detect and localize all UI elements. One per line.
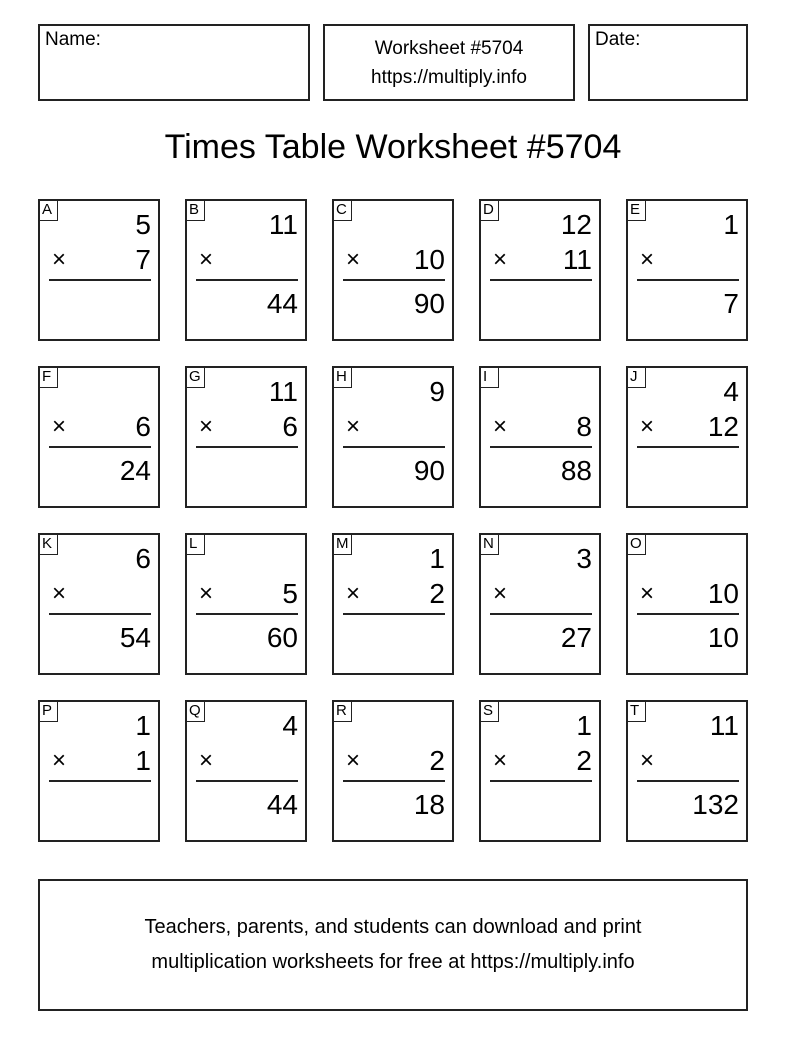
multiply-sign: ×: [199, 413, 214, 440]
answer-rule: [637, 613, 739, 615]
problem-answer: 60: [266, 622, 298, 653]
problem-cell-b[interactable]: [185, 199, 307, 341]
problem-bottom-number: 2: [576, 745, 592, 776]
problem-cell-j[interactable]: [626, 366, 748, 508]
problem-cell-a[interactable]: [38, 199, 160, 341]
problem-letter: L: [187, 535, 205, 555]
multiply-sign: ×: [52, 580, 67, 607]
problem-answer: 54: [119, 622, 151, 653]
problem-top-number: 11: [268, 376, 298, 407]
multiply-sign: ×: [346, 747, 361, 774]
problem-top-number: 11: [709, 710, 739, 741]
problem-bottom-number: 6: [282, 411, 298, 442]
answer-rule: [637, 780, 739, 782]
problem-top-number: 1: [576, 710, 592, 741]
problem-bottom-number: 7: [135, 244, 151, 275]
problem-letter: R: [334, 702, 352, 722]
answer-rule: [343, 613, 445, 615]
problem-letter: F: [40, 368, 58, 388]
multiply-sign: ×: [493, 246, 508, 273]
problem-answer: 90: [413, 288, 445, 319]
answer-rule: [49, 780, 151, 782]
problem-top-number: 4: [282, 710, 298, 741]
problem-bottom-number: 2: [429, 578, 445, 609]
problem-cell-k[interactable]: [38, 533, 160, 675]
multiply-sign: ×: [640, 747, 655, 774]
multiply-sign: ×: [346, 580, 361, 607]
problem-top-number: 4: [723, 376, 739, 407]
problem-cell-c[interactable]: [332, 199, 454, 341]
problem-cell-e[interactable]: [626, 199, 748, 341]
problem-bottom-number: 5: [282, 578, 298, 609]
problem-letter: D: [481, 201, 499, 221]
multiply-sign: ×: [199, 246, 214, 273]
answer-rule: [490, 613, 592, 615]
problem-answer: 88: [560, 455, 592, 486]
problem-letter: C: [334, 201, 352, 221]
problem-top-number: 3: [576, 543, 592, 574]
problem-answer: 24: [119, 455, 151, 486]
problem-answer: 44: [266, 789, 298, 820]
problem-bottom-number: 11: [562, 244, 592, 275]
multiply-sign: ×: [640, 246, 655, 273]
problem-cell-n[interactable]: [479, 533, 601, 675]
answer-rule: [196, 613, 298, 615]
problem-cell-o[interactable]: [626, 533, 748, 675]
problem-top-number: 6: [135, 543, 151, 574]
problem-top-number: 11: [268, 209, 298, 240]
problem-letter: K: [40, 535, 58, 555]
problem-bottom-number: 1: [135, 745, 151, 776]
answer-rule: [343, 780, 445, 782]
problem-letter: J: [628, 368, 646, 388]
problem-answer: 7: [723, 288, 739, 319]
problem-bottom-number: 10: [707, 578, 739, 609]
answer-rule: [49, 279, 151, 281]
problem-letter: N: [481, 535, 499, 555]
multiply-sign: ×: [52, 747, 67, 774]
problem-cell-h[interactable]: [332, 366, 454, 508]
footer-line-1: Teachers, parents, and students can download and print: [144, 916, 642, 938]
name-label: Name:: [45, 29, 101, 50]
answer-rule: [343, 279, 445, 281]
problem-letter: A: [40, 201, 58, 221]
multiply-sign: ×: [493, 747, 508, 774]
problem-answer: 90: [413, 455, 445, 486]
problem-cell-p[interactable]: [38, 700, 160, 842]
problem-cell-s[interactable]: [479, 700, 601, 842]
multiply-sign: ×: [493, 413, 508, 440]
multiply-sign: ×: [346, 246, 361, 273]
answer-rule: [490, 780, 592, 782]
problem-bottom-number: 6: [135, 411, 151, 442]
worksheet-number: Worksheet #5704: [374, 37, 524, 59]
problem-letter: O: [628, 535, 646, 555]
problem-letter: B: [187, 201, 205, 221]
problem-cell-i[interactable]: [479, 366, 601, 508]
problem-cell-f[interactable]: [38, 366, 160, 508]
answer-rule: [196, 780, 298, 782]
problem-letter: P: [40, 702, 58, 722]
answer-rule: [49, 613, 151, 615]
problem-bottom-number: 2: [429, 745, 445, 776]
problem-bottom-number: 8: [576, 411, 592, 442]
multiply-sign: ×: [640, 580, 655, 607]
problem-cell-q[interactable]: [185, 700, 307, 842]
problem-letter: Q: [187, 702, 205, 722]
date-label: Date:: [595, 29, 641, 50]
problem-letter: I: [481, 368, 499, 388]
multiply-sign: ×: [493, 580, 508, 607]
problem-top-number: 1: [135, 710, 151, 741]
problem-answer: 44: [266, 288, 298, 319]
problem-letter: S: [481, 702, 499, 722]
worksheet-url: https://multiply.info: [371, 66, 527, 88]
answer-rule: [637, 446, 739, 448]
problem-letter: H: [334, 368, 352, 388]
problem-answer: 18: [413, 789, 445, 820]
problem-letter: T: [628, 702, 646, 722]
answer-rule: [49, 446, 151, 448]
problem-answer: 10: [707, 622, 739, 653]
problem-top-number: 1: [429, 543, 445, 574]
page-title: Times Table Worksheet #5704: [164, 128, 622, 166]
multiply-sign: ×: [52, 413, 67, 440]
problem-top-number: 9: [429, 376, 445, 407]
problem-cell-m[interactable]: [332, 533, 454, 675]
problem-cell-g[interactable]: [185, 366, 307, 508]
footer-note: [38, 879, 748, 1011]
answer-rule: [343, 446, 445, 448]
answer-rule: [490, 279, 592, 281]
problem-letter: G: [187, 368, 205, 388]
problem-letter: M: [334, 535, 352, 555]
answer-rule: [196, 279, 298, 281]
multiply-sign: ×: [346, 413, 361, 440]
problem-cell-l[interactable]: [185, 533, 307, 675]
footer-line-2: multiplication worksheets for free at https://multiply.info: [151, 951, 635, 973]
problem-bottom-number: 10: [413, 244, 445, 275]
multiply-sign: ×: [640, 413, 655, 440]
multiply-sign: ×: [199, 580, 214, 607]
answer-rule: [196, 446, 298, 448]
answer-rule: [490, 446, 592, 448]
problem-answer: 27: [560, 622, 592, 653]
multiply-sign: ×: [52, 246, 67, 273]
problem-bottom-number: 12: [707, 411, 739, 442]
problem-top-number: 5: [135, 209, 151, 240]
problem-letter: E: [628, 201, 646, 221]
problem-cell-t[interactable]: [626, 700, 748, 842]
problem-cell-r[interactable]: [332, 700, 454, 842]
problem-answer: 132: [692, 789, 739, 820]
answer-rule: [637, 279, 739, 281]
problem-top-number: 12: [560, 209, 592, 240]
multiply-sign: ×: [199, 747, 214, 774]
problem-cell-d[interactable]: [479, 199, 601, 341]
problem-top-number: 1: [723, 209, 739, 240]
